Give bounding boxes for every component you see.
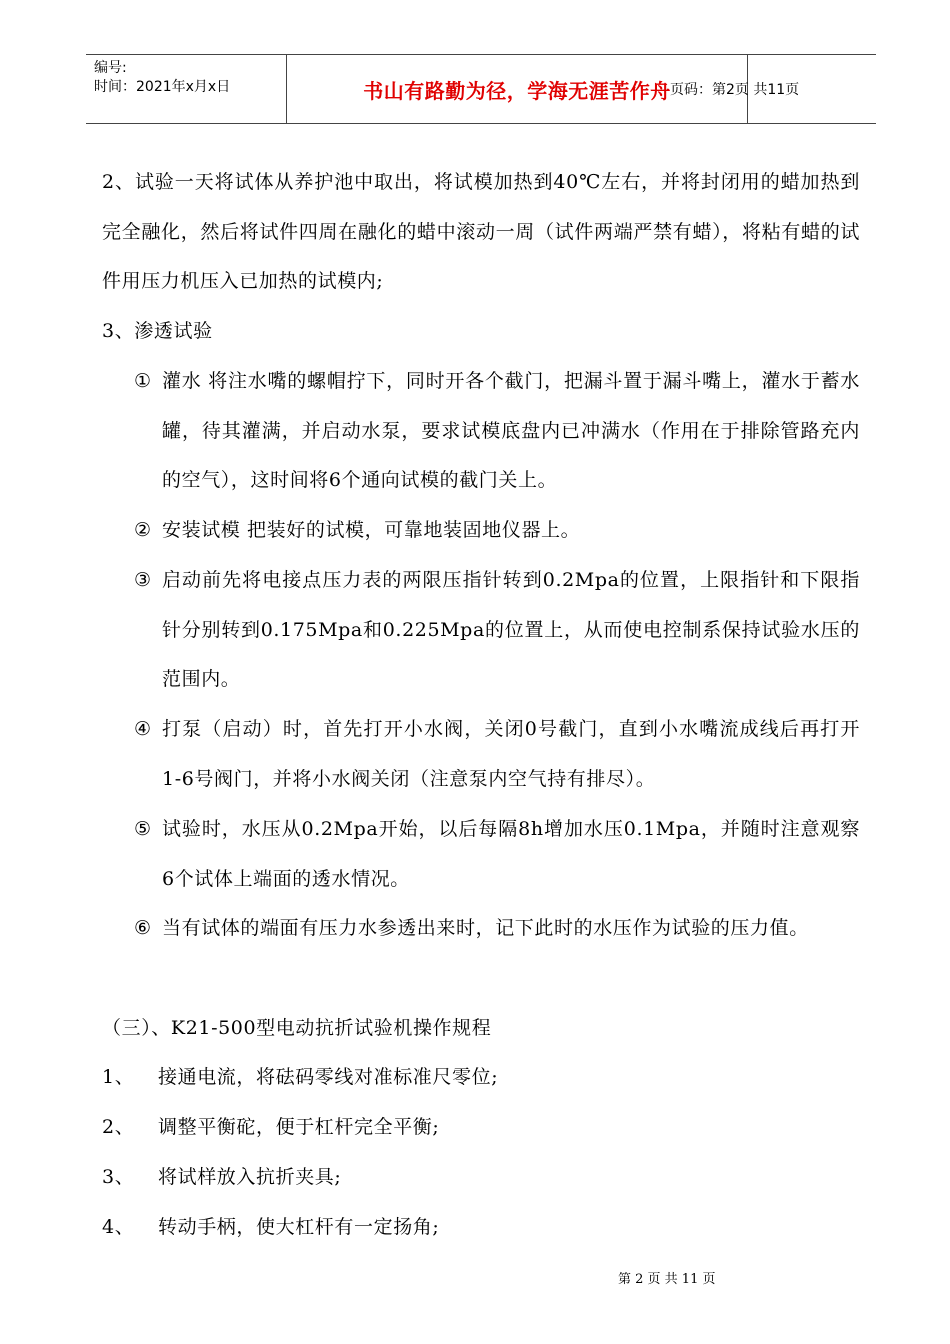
list-item	[134, 506, 860, 556]
list-item	[134, 556, 860, 705]
item-marker: ②	[134, 519, 152, 541]
item-marker: ⑥	[134, 917, 152, 939]
step-number: 1、	[102, 1066, 135, 1088]
item-marker: ⑤	[134, 818, 152, 840]
item-text: 当有试体的端面有压力水参透出来时，记下此时的水压作为试验的压力值。	[162, 917, 809, 939]
section-title-k21-500: （三）、K21-500型电动抗折试验机操作规程	[102, 1017, 492, 1039]
item-text: 启动前先将电接点压力表的两限压指针转到0.2Mpa的位置，上限指针和下限指针分别转到0.175Mpa和0.225Mpa的位置上，从而使电控制系保持试验水压的范围内。	[162, 569, 860, 690]
step-row	[102, 1210, 439, 1244]
document-time-label: 时间：2021年x月x日	[94, 79, 231, 95]
item-text: 打泵（启动）时，首先打开小水阀，关闭0号截门，直到小水嘴流成线后再打开1-6号阀门，并将小水阀关闭（注意泵内空气持有排尽）。	[162, 718, 860, 790]
item-marker: ④	[134, 718, 152, 740]
list-item	[134, 805, 860, 904]
item-marker: ①	[134, 370, 152, 392]
page-header	[86, 54, 876, 124]
list-item	[134, 705, 860, 804]
step-row	[102, 1160, 341, 1194]
list-item	[134, 357, 860, 506]
step-number: 2、	[102, 1116, 135, 1138]
list-item	[134, 904, 860, 954]
step-text: 将试样放入抗折夹具;	[158, 1166, 342, 1188]
item-text: 试验时，水压从0.2Mpa开始，以后每隔8h增加水压0.1Mpa，并随时注意观察6个试体上端面的透水情况。	[162, 818, 860, 890]
step-text: 转动手柄，使大杠杆有一定扬角;	[158, 1216, 440, 1238]
item-text: 灌水 将注水嘴的螺帽拧下，同时开各个截门，把漏斗置于漏斗嘴上，灌水于蓄水罐，待其灌满，并启动水泵，要求试模底盘内已冲满水（作用在于排除管路充内的空气），这时间将6个通向试模的截门关上。	[162, 370, 860, 491]
step-number: 4、	[102, 1216, 135, 1238]
item-text: 安装试模 把装好的试模，可靠地装固地仪器上。	[162, 519, 581, 541]
step-number: 3、	[102, 1166, 135, 1188]
step-text: 接通电流，将砝码零线对准标准尺零位;	[158, 1066, 499, 1088]
document-number-label: 编号:	[94, 60, 127, 76]
section-title-permeability-test: 3、渗透试验	[102, 320, 213, 342]
header-meta	[94, 59, 230, 97]
step-text: 调整平衡砣，便于杠杆完全平衡;	[158, 1116, 440, 1138]
step-row	[102, 1060, 498, 1094]
item-marker: ③	[134, 569, 152, 591]
header-page-info: 页码：第2页 共11页	[670, 82, 800, 98]
step-row	[102, 1110, 439, 1144]
page-footer: 第 2 页 共 11 页	[618, 1272, 716, 1287]
paragraph-2: 2、试验一天将试体从养护池中取出，将试模加热到40℃左右，并将封闭用的蜡加热到完全融化，然后将试件四周在融化的蜡中滚动一周（试件两端严禁有蜡），将粘有蜡的试件用压力机压入已加热的试模内;	[102, 171, 860, 292]
header-motto: 书山有路勤为径，学海无涯苦作舟	[363, 78, 671, 103]
